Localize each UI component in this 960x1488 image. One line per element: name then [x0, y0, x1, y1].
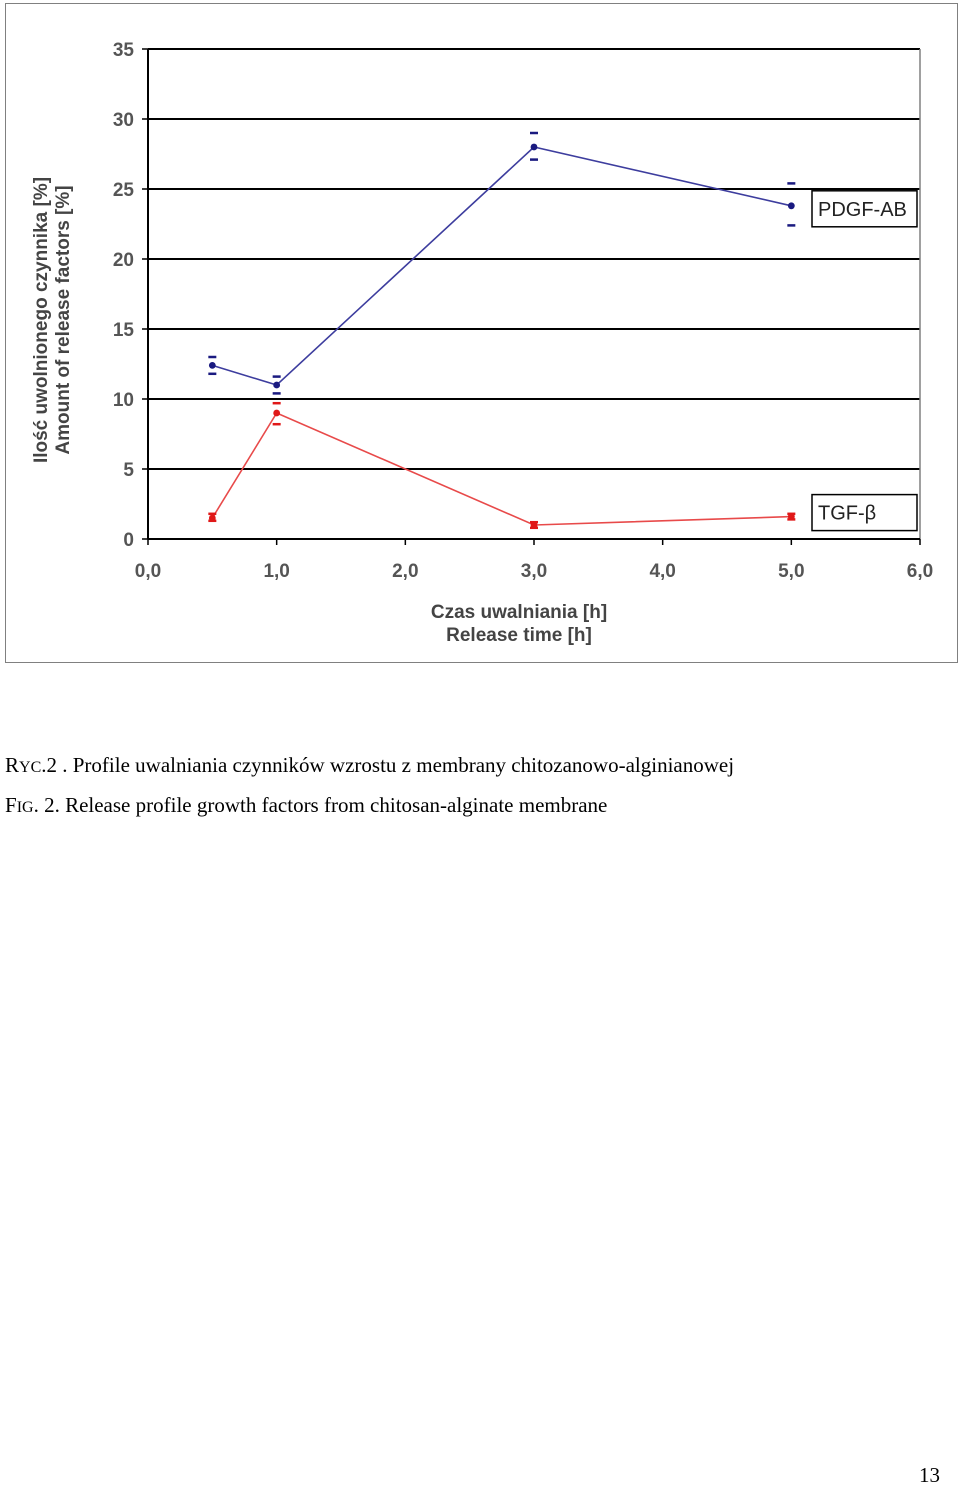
series-line-pdgf-ab [212, 147, 791, 385]
data-point [531, 144, 538, 151]
x-tick-label: 0,0 [134, 561, 162, 582]
y-tick-label: 5 [123, 460, 134, 481]
axes [142, 49, 920, 545]
x-axis-title-pl: Czas uwalniania [h] [430, 602, 608, 623]
x-tick-label: 1,0 [263, 561, 290, 582]
chart-frame [5, 3, 958, 663]
legend-label-tgf-beta: TGF-β [818, 502, 877, 525]
caption-en-prefix-first: F [5, 793, 17, 817]
y-tick-label: 0 [123, 530, 134, 551]
x-axis-title-en: Release time [h] [446, 625, 592, 646]
data-point [788, 202, 795, 209]
caption-en-prefix-rest: IG [16, 799, 34, 816]
x-tick-label: 2,0 [392, 561, 419, 582]
data-point [531, 522, 538, 529]
caption-pl-prefix-first: R [5, 753, 20, 777]
y-axis-title-pl: Ilość uwolnionego czynnika [%] [31, 176, 52, 464]
y-axis-title-en: Amount of release factors [%] [53, 185, 74, 455]
release-profile-chart [6, 4, 959, 664]
gridlines [148, 49, 920, 469]
y-tick-label: 30 [112, 110, 134, 131]
x-tick-label: 6,0 [906, 561, 934, 582]
data-point [273, 410, 280, 417]
legend-label-pdgf-ab: PDGF-AB [818, 198, 907, 221]
data-point [209, 515, 216, 522]
caption-pl-text: .2 . Profile uwalniania czynników wzrostu z membrany chitozanowo-alginianowej [41, 753, 735, 777]
caption-en-text: . 2. Release profile growth factors from chitosan-alginate membrane [33, 793, 608, 817]
tick-labels [113, 40, 933, 582]
figure-caption-en [5, 793, 607, 818]
figure-caption-pl [5, 753, 734, 778]
x-tick-label: 3,0 [520, 561, 548, 582]
legend [812, 191, 917, 531]
y-tick-label: 25 [112, 180, 134, 201]
data-point [209, 362, 216, 369]
y-tick-label: 35 [112, 40, 134, 61]
x-tick-label: 4,0 [649, 561, 676, 582]
x-tick-label: 5,0 [778, 561, 805, 582]
y-tick-label: 10 [112, 390, 134, 411]
y-tick-label: 20 [112, 250, 134, 271]
y-tick-label: 15 [112, 320, 134, 341]
caption-pl-prefix-rest: YC [19, 759, 42, 776]
data-point [273, 382, 280, 389]
data-point [788, 513, 795, 520]
page-number: 13 [919, 1463, 940, 1487]
